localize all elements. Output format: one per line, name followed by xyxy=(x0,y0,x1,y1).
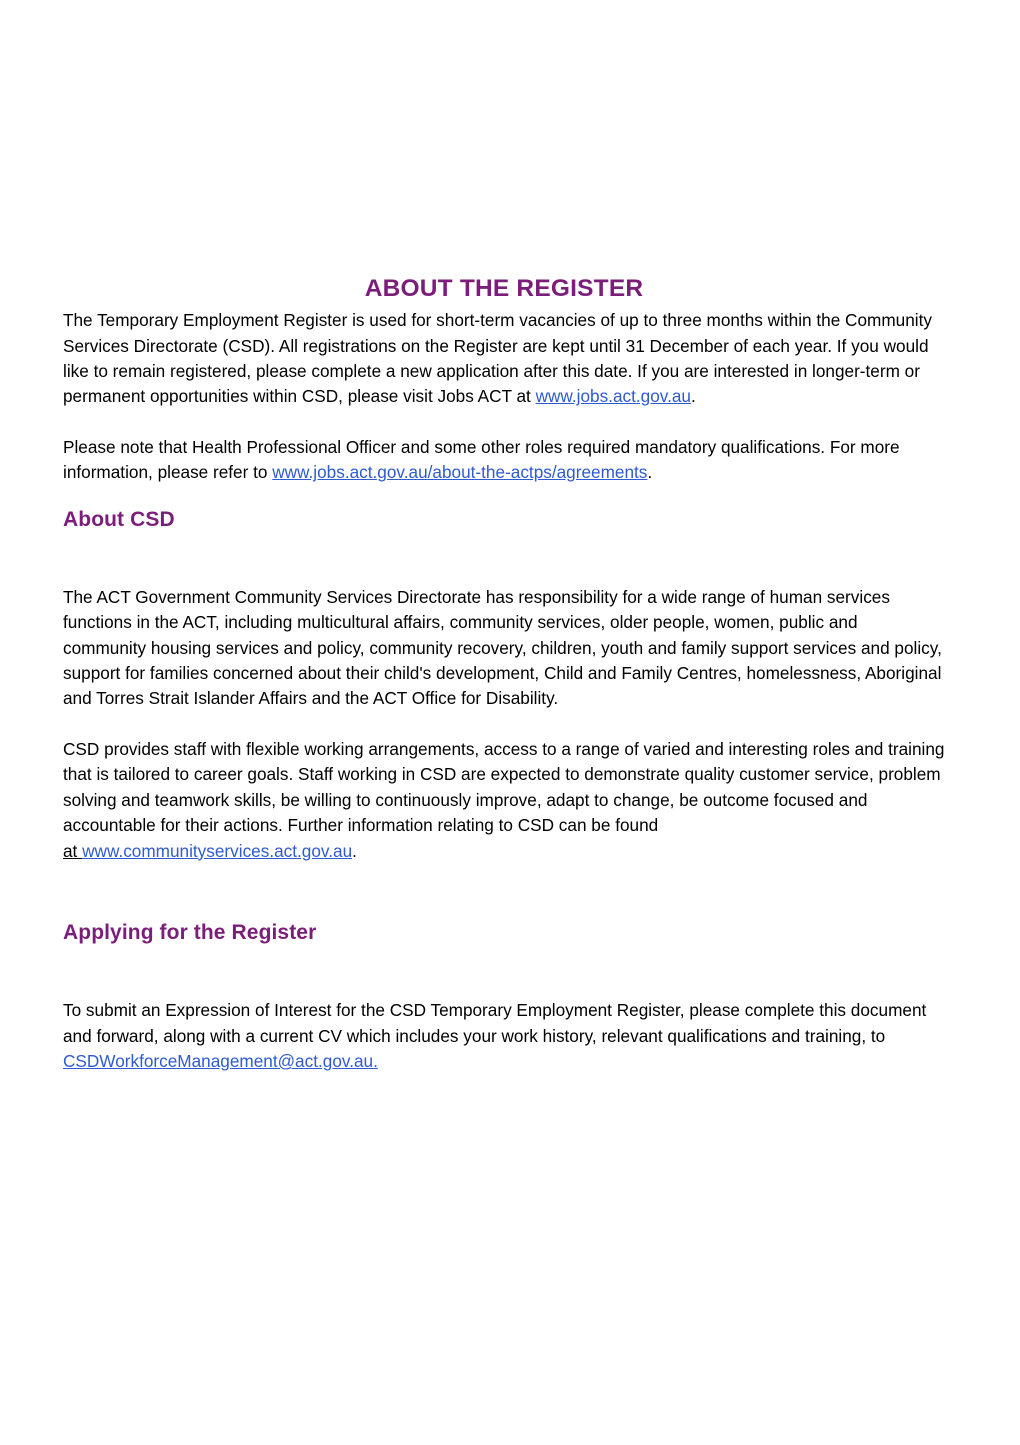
csd-workforce-email-link[interactable]: CSDWorkforceManagement@act.gov.au xyxy=(63,1050,374,1071)
note-text-part1: Please note that Health Professional Officer and some other roles required mandatory qualifications. For more information, please refer to xyxy=(63,436,900,483)
about-csd-paragraph-1: The ACT Government Community Services Directorate has responsibility for a wide range of human services functions in the ACT, including multicultural affairs, community services, older people, women, public and community housing services and policy, community recovery, children, youth and family support services and policy, support for families concerned about their child's development, Child and Family Centres, homelessness, Aboriginal and Torres Strait Islander Affairs and the ACT Office for Disability. xyxy=(63,586,942,709)
intro-text-part2: . xyxy=(690,386,696,407)
at-underlined-text: at xyxy=(63,840,78,861)
spacer xyxy=(63,946,945,998)
agreements-link[interactable]: www.jobs.act.gov.au/about-the-actps/agreements xyxy=(272,462,648,483)
applying-paragraph xyxy=(63,998,945,1074)
page-title: ABOUT THE REGISTER xyxy=(364,275,644,302)
note-text-part2: . xyxy=(647,462,653,483)
spacer xyxy=(63,533,945,585)
jobs-act-link[interactable]: www.jobs.act.gov.au xyxy=(535,386,691,407)
section-heading-applying: Applying for the Register xyxy=(63,920,317,944)
section-heading-about-csd: About CSD xyxy=(63,507,175,531)
applying-text-end: . xyxy=(373,1050,378,1071)
spacer xyxy=(63,864,945,920)
about-csd-p2-text: CSD provides staff with flexible working arrangements, access to a range of varied and interesting roles and training that is tailored to career goals. Staff working in CSD are expected to demonstrate quality customer service, problem solving and teamwork skills, be willing to continuously improve, adapt to change, be outcome focused and accountable for their actions. Further information relating to CSD can be found xyxy=(63,738,945,836)
communityservices-link[interactable]: www.communityservices.act.gov.au xyxy=(82,840,353,861)
about-csd-paragraph-2 xyxy=(63,737,945,864)
intro-paragraph xyxy=(63,308,945,410)
intro-text-part1: The Temporary Employment Register is used for short-term vacancies of up to three months within the Community Services Directorate (CSD). All registrations on the Register are kept until 31 December of each year. If you would like to remain registered, please complete a new application after this date. If you are interested in longer-term or permanent opportunities within CSD, please visit Jobs ACT at xyxy=(63,310,932,407)
about-csd-p2-end: . xyxy=(352,840,357,861)
note-paragraph xyxy=(63,435,945,486)
spacer xyxy=(63,712,945,737)
spacer xyxy=(63,486,945,507)
spacer xyxy=(63,410,945,435)
applying-text-part1: To submit an Expression of Interest for the CSD Temporary Employment Register, please complete this document and forward, along with a current CV which includes your work history, relevant qualifications and training, to xyxy=(63,1000,927,1046)
